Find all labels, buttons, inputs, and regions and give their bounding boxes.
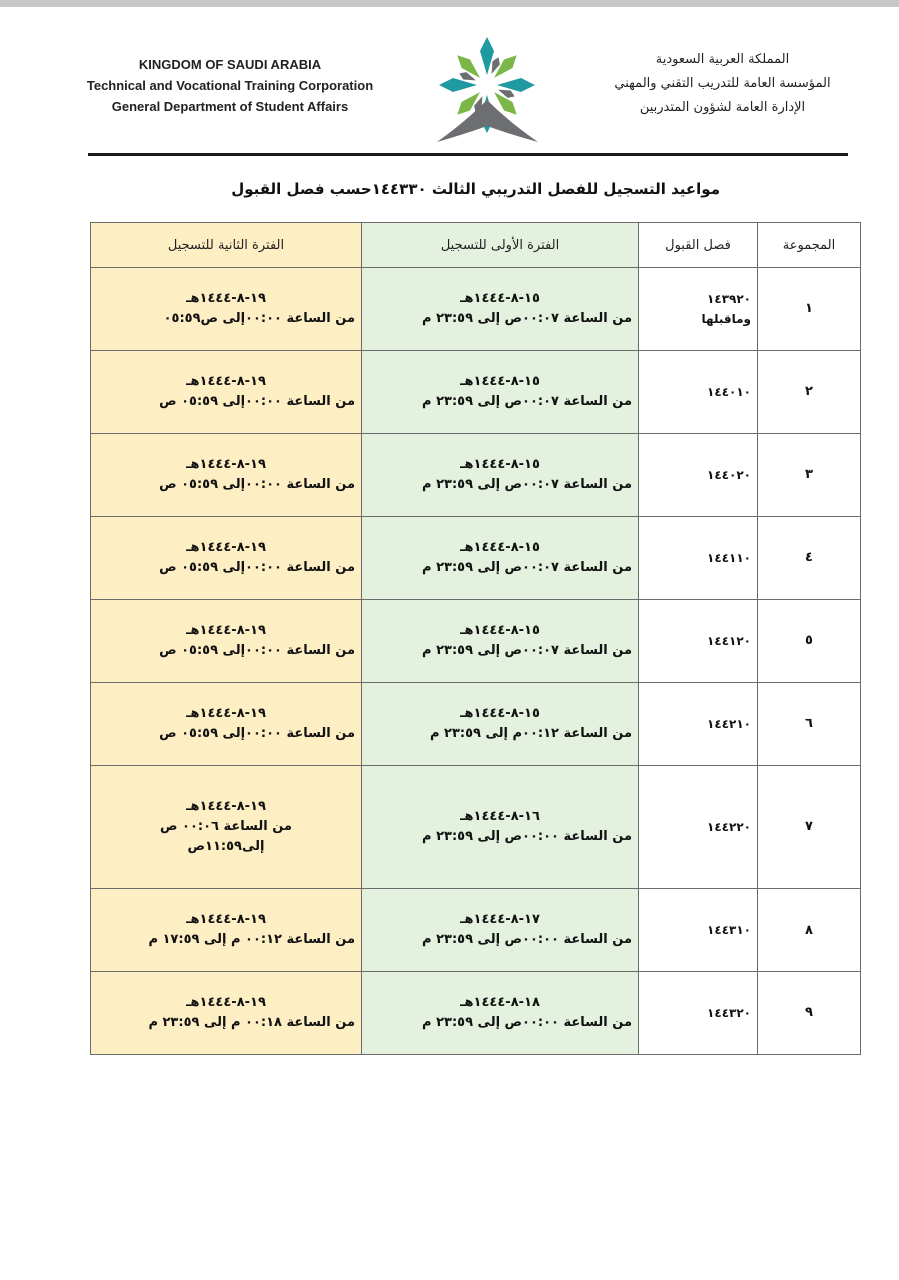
second-period-cell — [91, 765, 362, 888]
first-period-time: من الساعة ٠٠:٠٠ص إلى ٢٣:٥٩ م — [422, 828, 632, 844]
col-header-second-period: الفترة الثانية للتسجيل — [91, 223, 362, 268]
admission-term-cell — [639, 350, 758, 433]
table-row — [91, 971, 861, 1054]
second-period-date: ١٩-٨-١٤٤٤هـ — [186, 373, 266, 389]
first-period-time: من الساعة ٠٠:١٢م إلى ٢٣:٥٩ م — [429, 725, 632, 741]
admission-term: ١٤٤٠٢٠ — [707, 467, 751, 482]
second-period-cell — [91, 682, 362, 765]
admission-term-cell — [639, 682, 758, 765]
first-period-time: من الساعة ٠٠:٠٧ص إلى ٢٣:٥٩ م — [422, 393, 632, 409]
first-period-cell — [362, 765, 639, 888]
table-row — [91, 350, 861, 433]
admission-term: ١٤٤٠١٠ — [707, 384, 751, 399]
table-row — [91, 765, 861, 888]
second-period-cell — [91, 350, 362, 433]
header-en-line-2: Technical and Vocational Training Corporation — [86, 78, 374, 93]
second-period-time: من الساعة ٠٠:٠٠إلى ص٠٥:٥٩ — [163, 310, 355, 326]
header-en-line-3: General Department of Student Affairs — [111, 99, 349, 114]
second-period-time: إلى١١:٥٩ص — [187, 838, 265, 854]
second-period-date: ١٩-٨-١٤٤٤هـ — [186, 798, 266, 814]
header-ar-line-2: المؤسسة العامة للتدريب التقني والمهني — [614, 76, 831, 91]
header-ar-line-1: المملكة العربية السعودية — [655, 52, 790, 67]
page-title: مواعيد التسجيل للفصل التدريبي الثالث ١٤٤٣٣٠حسب فصل القبول — [231, 180, 720, 198]
first-period-date: ١٥-٨-١٤٤٤هـ — [460, 456, 540, 472]
first-period-date: ١٥-٨-١٤٤٤هـ — [460, 290, 540, 306]
table-row — [91, 268, 861, 351]
admission-term: ١٤٤٢٢٠ — [707, 819, 751, 834]
first-period-cell — [362, 516, 639, 599]
table-row — [91, 433, 861, 516]
table-row — [91, 889, 861, 972]
second-period-cell — [91, 599, 362, 682]
col-header-admission-term: فصل القبول — [639, 223, 758, 268]
group-number: ٧ — [758, 765, 861, 888]
first-period-time: من الساعة ٠٠:٠٧ص إلى ٢٣:٥٩ م — [422, 476, 632, 492]
first-period-time: من الساعة ٠٠:٠٧ص إلى ٢٣:٥٩ م — [422, 310, 632, 326]
admission-term-cell — [639, 268, 758, 351]
top-bar — [0, 0, 899, 7]
first-period-cell — [362, 350, 639, 433]
second-period-time: من الساعة ٠٠:٠٠إلى ٠٥:٥٩ ص — [159, 642, 355, 658]
table-row — [91, 682, 861, 765]
group-number: ٨ — [758, 889, 861, 972]
first-period-date: ١٦-٨-١٤٤٤هـ — [460, 808, 540, 824]
first-period-cell — [362, 889, 639, 972]
first-period-date: ١٧-٨-١٤٤٤هـ — [460, 912, 540, 927]
header-ar-line-3: الإدارة العامة لشؤون المتدربين — [639, 100, 806, 115]
admission-term: ١٤٤٢١٠ — [707, 716, 751, 731]
table-row — [91, 516, 861, 599]
second-period-time: من الساعة ٠٠:٠٠إلى ٠٥:٥٩ ص — [159, 559, 355, 575]
second-period-date: ١٩-٨-١٤٤٤هـ — [186, 622, 266, 638]
registration-schedule-table — [90, 222, 861, 1055]
first-period-date: ١٨-٨-١٤٤٤هـ — [460, 994, 540, 1010]
admission-term: ١٤٤٣٢٠ — [707, 1005, 751, 1020]
first-period-date: ١٥-٨-١٤٤٤هـ — [460, 705, 540, 721]
col-header-group: المجموعة — [758, 223, 861, 268]
first-period-time: من الساعة ٠٠:٠٠ص إلى ٢٣:٥٩ م — [422, 932, 632, 947]
admission-term-cell — [639, 971, 758, 1054]
admission-term: وماقبلها — [701, 311, 751, 326]
admission-term-cell — [639, 889, 758, 972]
second-period-date: ١٩-٨-١٤٤٤هـ — [186, 456, 266, 472]
first-period-cell — [362, 971, 639, 1054]
group-number: ١ — [758, 268, 861, 351]
header-divider — [88, 153, 848, 156]
second-period-date: ١٩-٨-١٤٤٤هـ — [186, 290, 266, 306]
second-period-cell — [91, 433, 362, 516]
admission-term-cell — [639, 433, 758, 516]
group-number: ٣ — [758, 433, 861, 516]
second-period-cell — [91, 516, 362, 599]
admission-term: ١٤٤١١٠ — [707, 550, 751, 565]
first-period-date: ١٥-٨-١٤٤٤هـ — [460, 373, 540, 389]
header-en-line-1: KINGDOM OF SAUDI ARABIA — [138, 57, 322, 72]
first-period-date: ١٥-٨-١٤٤٤هـ — [460, 539, 540, 555]
first-period-time: من الساعة ٠٠:٠٧ص إلى ٢٣:٥٩ م — [422, 642, 632, 658]
second-period-time: من الساعة ٠٠:٠٠إلى ٠٥:٥٩ ص — [159, 476, 355, 492]
second-period-date: ١٩-٨-١٤٤٤هـ — [186, 705, 266, 721]
first-period-time: من الساعة ٠٠:٠٠ص إلى ٢٣:٥٩ م — [422, 1014, 632, 1030]
first-period-cell — [362, 682, 639, 765]
first-period-cell — [362, 599, 639, 682]
second-period-time: من الساعة ٠٠:٠٠إلى ٠٥:٥٩ ص — [159, 725, 355, 741]
admission-term-cell — [639, 765, 758, 888]
group-number: ٤ — [758, 516, 861, 599]
second-period-cell — [91, 268, 362, 351]
first-period-date: ١٥-٨-١٤٤٤هـ — [460, 622, 540, 638]
table-header-row — [91, 223, 861, 268]
header-arabic — [590, 48, 855, 120]
group-number: ٦ — [758, 682, 861, 765]
second-period-date: ١٩-٨-١٤٤٤هـ — [186, 539, 266, 555]
admission-term: ١٤٤٣١٠ — [707, 923, 751, 937]
second-period-cell — [91, 971, 362, 1054]
table-row — [91, 599, 861, 682]
tvtc-logo-icon — [425, 30, 550, 152]
second-period-time: من الساعة ٠٠:٠٠إلى ٠٥:٥٩ ص — [159, 393, 355, 409]
admission-term-cell — [639, 516, 758, 599]
second-period-date: ١٩-٨-١٤٤٤هـ — [186, 994, 266, 1010]
second-period-time: من الساعة ٠٠:١٢ م إلى ١٧:٥٩ م — [148, 932, 355, 947]
first-period-time: من الساعة ٠٠:٠٧ص إلى ٢٣:٥٩ م — [422, 559, 632, 575]
group-number: ٢ — [758, 350, 861, 433]
first-period-cell — [362, 268, 639, 351]
admission-term: ١٤٤١٢٠ — [707, 633, 751, 648]
header-english — [60, 54, 400, 117]
admission-term-cell — [639, 599, 758, 682]
second-period-cell — [91, 889, 362, 972]
group-number: ٥ — [758, 599, 861, 682]
second-period-date: ١٩-٨-١٤٤٤هـ — [186, 912, 266, 927]
second-period-time: من الساعة ٠٠:١٨ م إلى ٢٣:٥٩ م — [148, 1014, 355, 1030]
col-header-first-period: الفترة الأولى للتسجيل — [362, 223, 639, 268]
admission-term: ١٤٣٩٢٠ — [707, 291, 751, 306]
second-period-time: من الساعة ٠٠:٠٦ ص — [160, 818, 292, 834]
group-number: ٩ — [758, 971, 861, 1054]
first-period-cell — [362, 433, 639, 516]
